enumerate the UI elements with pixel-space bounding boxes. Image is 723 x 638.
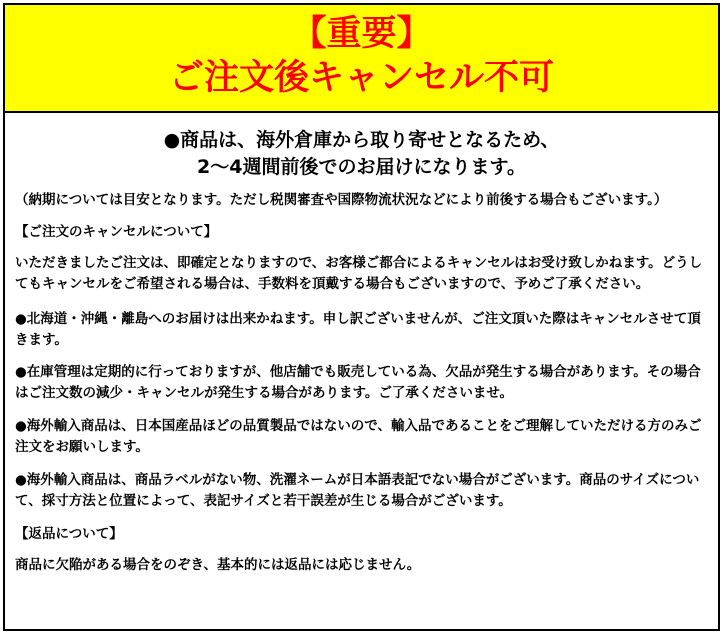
delivery-estimate-note: （納期については目安となります。ただし税関審査や国際物流状況などにより前後する場合もございます。） [15,191,668,208]
shipping-headline-line2: 2～4週間前後でのお届けになります。 [197,156,526,179]
notice-body [5,113,718,582]
shipping-headline-line1: ●商品は、海外倉庫から取り寄せとなるため、 [163,128,560,151]
banner-title-no-cancel: ご注文後キャンセル不可 [168,57,554,98]
returns-heading: 【返品について】 [15,525,123,542]
shipping-headline [15,127,708,182]
banner-title-important: 【重要】 [291,14,432,54]
cancel-policy-heading: 【ご注文のキャンセルについて】 [15,223,218,240]
remote-area-paragraph: ●北海道・沖縄・離島へのお届けは出来かねます。申し訳ございませんが、ご注文頂いた際はキャンセルさせて頂きます。 [15,310,701,348]
notice-frame [3,3,720,631]
cancel-policy-body: いただきましたご注文は、即確定となりますので、お客様ご都合によるキャンセルはお受け致しかねます。どうしてもキャンセルをご希望される場合は、手数料を頂戴する場合もございますので、予めご了承ください。 [15,254,703,292]
returns-body: 商品に欠陥がある場合をのぞき、基本的には返品には応じません。 [15,556,421,573]
labeling-size-paragraph: ●海外輸入商品は、商品ラベルがない物、洗濯ネームが日本語表記でない場合がございます。商品のサイズについて、採寸方法と位置によって、表記サイズと若干誤差が生じる場合がございます。 [15,472,700,510]
import-quality-paragraph: ●海外輸入商品は、日本国産品ほどの品質製品ではないので、輸入品であることをご理解していただける方のみご注文をお願いします。 [15,418,702,456]
important-banner [5,5,718,113]
stock-management-paragraph: ●在庫管理は定期的に行っておりますが、他店舗でも販売している為、欠品が発生する場合があります。その場合はご注文数の減少・キャンセルが発生する場合があります。ご了承くださいませ。 [15,364,701,402]
